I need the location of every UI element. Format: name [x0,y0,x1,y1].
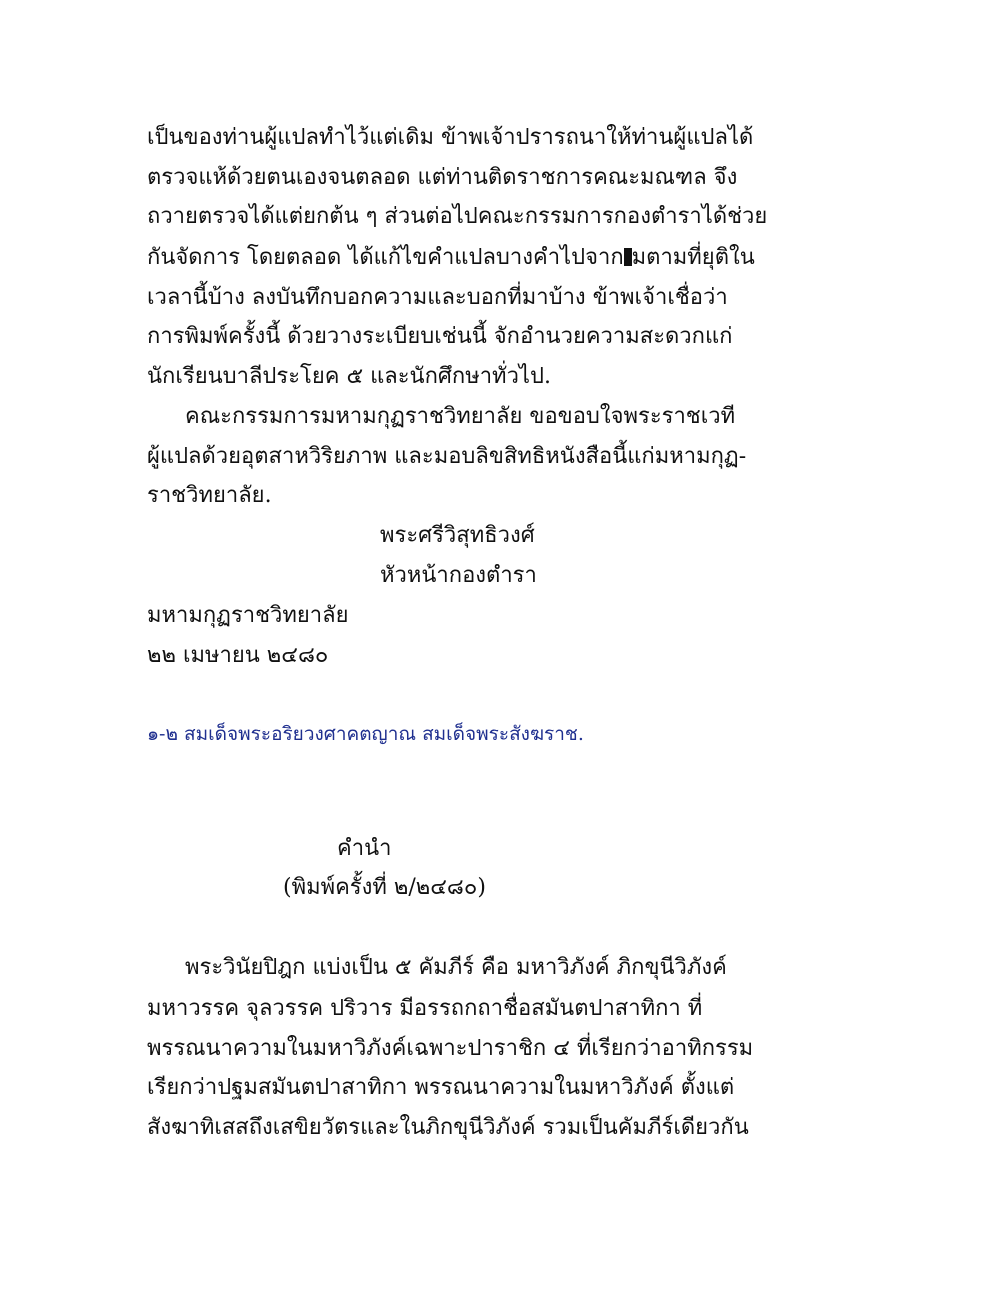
paragraph-line: การพิมพ์ครั้งนี้ ด้วยวางระเบียบเช่นนี้ จักอำนวยความสะดวกแก่ [147,324,733,349]
paragraph-line: คณะกรรมการมหามกุฏราชวิทยาลัย ขอขอบใจพระราชเวที [185,404,736,429]
signature-name: พระศรีวิสุทธิวงศ์ [380,523,535,548]
paragraph-line: นักเรียนบาลีประโยค ๕ และนักศึกษาทั่วไป. [147,364,551,389]
paragraph-line: ราชวิทยาลัย. [147,483,272,508]
paragraph-line [147,243,755,273]
signature-position: หัวหน้ากองตำรา [380,563,537,588]
paragraph-line: ผู้แปลด้วยอุตสาหวิริยภาพ และมอบลิขสิทธิหนังสือนี้แก่มหามกุฏ- [147,444,747,469]
footnote: ๑-๒ สมเด็จพระอริยวงศาคตญาณ สมเด็จพระสังฆราช. [147,723,584,745]
preface-subtitle: (พิมพ์ครั้งที่ ๒/๒๔๘๐) [283,875,486,900]
signature-date: ๒๒ เมษายน ๒๔๘๐ [147,643,329,668]
preface-title: คำนำ [337,836,392,861]
signature-institution: มหามกุฏราชวิทยาลัย [147,603,349,628]
paragraph-line: สังฆาทิเสสถึงเสขิยวัตรและในภิกขุนีวิภังค์ รวมเป็นคัมภีร์เดียวกัน [147,1115,749,1140]
paragraph-line-part: กันจัดการ โดยตลอด ได้แก้ไขคำแปลบางคำไปจาก [147,245,624,270]
paragraph-line: เรียกว่าปฐมสมันตปาสาทิกา พรรณนาความในมหาวิภังค์ ตั้งแต่ [147,1075,735,1100]
paragraph-line: มหาวรรค จุลวรรค ปริวาร มีอรรถกถาชื่อสมันตปาสาทิกา ที่ [147,996,703,1021]
paragraph-line: พระวินัยปิฎก แบ่งเป็น ๕ คัมภีร์ คือ มหาวิภังค์ ภิกขุนีวิภังค์ [185,955,727,980]
paragraph-line-part: มตามที่ยุติใน [631,245,755,270]
paragraph-line: เวลานี้บ้าง ลงบันทึกบอกความและบอกที่มาบ้าง ข้าพเจ้าเชื่อว่า [147,285,728,310]
paragraph-line: เป็นของท่านผู้แปลทำไว้แต่เดิม ข้าพเจ้าปรารถนาให้ท่านผู้แปลได้ [147,125,754,150]
paragraph-line: พรรณนาความในมหาวิภังค์เฉพาะปาราชิก ๔ ที่เรียกว่าอาทิกรรม [147,1036,754,1061]
paragraph-line: ถวายตรวจได้แต่ยกต้น ๆ ส่วนต่อไปคณะกรรมการกองตำราได้ช่วย [147,204,768,229]
redaction-marker [624,248,632,266]
paragraph-line: ตรวจแห้ด้วยตนเองจนตลอด แต่ท่านติดราชการคณะมณฑล จึง [147,165,738,190]
